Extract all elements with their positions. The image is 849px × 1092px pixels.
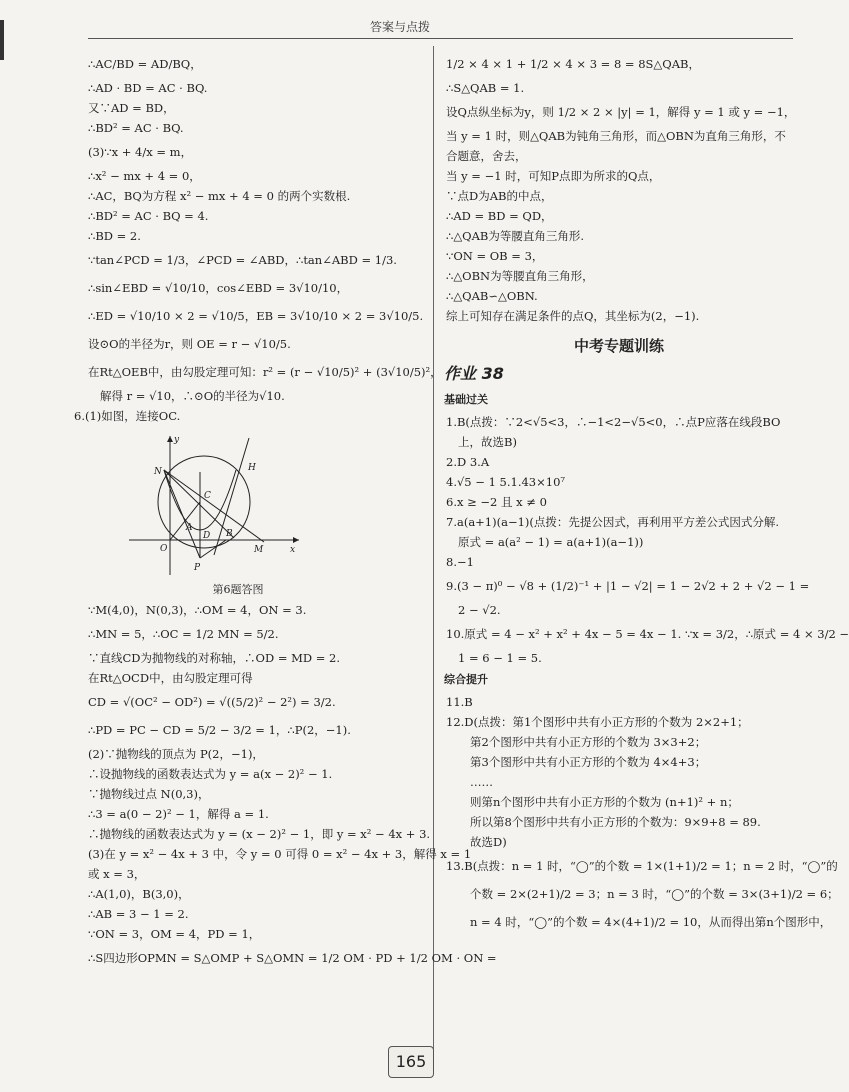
answer-line: ∴AB = 3 − 1 = 2. [88,907,189,921]
circle-parabola-diagram [124,430,304,580]
answer-line: ∴设抛物线的函数表达式为 y = a(x − 2)² − 1. [88,767,333,781]
answer-line: ∴BD² = AC · BQ. [88,121,184,135]
answer-line: (3)∵x + 4/x = m， [88,145,193,159]
answer-line: ∵M(4,0)，N(0,3)，∴OM = 4，ON = 3. [88,603,307,617]
answer-line: 10.原式 = 4 − x² + x² + 4x − 5 = 4x − 1. ∵x = 3/2，∴原式 = 4 × 3/2 − [446,627,849,641]
answer-line: ∵抛物线过点 N(0,3)， [88,787,210,801]
figure-label-a: A [186,523,193,533]
answer-line: 1 = 6 − 1 = 5. [458,651,542,665]
answer-line: 6.(1)如图，连接OC. [74,409,181,423]
answer-line: 11.B [446,695,473,709]
answer-line: 合题意，舍去， [446,149,527,163]
answer-line: 综上可知存在满足条件的点Q，其坐标为(2，−1). [446,309,700,323]
answer-line: 设Q点纵坐标为y，则 1/2 × 2 × |y| = 1，解得 y = 1 或 y = −1， [446,105,796,119]
answer-line: 1/2 × 4 × 1 + 1/2 × 4 × 3 = 8 = 8S△QAB， [446,57,700,71]
answer-line: ∵点D为AB的中点， [446,189,553,203]
answer-line: …… [470,775,493,789]
figure-label-h: H [248,463,256,473]
subsection-advanced: 综合提升 [444,673,488,686]
answer-line: 13.B(点拨：n = 1 时，“◯”的个数 = 1×(1+1)/2 = 1；n = 2 时，“◯”的 [446,859,838,873]
answer-line: 6.x ≥ −2 且 x ≠ 0 [446,495,547,509]
answer-line: 所以第8个图形中共有小正方形的个数为：9×9+8 = 89. [470,815,761,829]
answer-line: CD = √(OC² − OD²) = √((5/2)² − 2²) = 3/2. [88,695,336,709]
figure-label-n: N [154,467,162,477]
answer-line: 当 y = −1 时，可知P点即为所求的Q点， [446,169,661,183]
answer-line: 原式 = a(a² − 1) = a(a+1)(a−1)) [458,535,644,549]
subsection-basic: 基础过关 [444,393,488,406]
answer-line: ∵ON = 3，OM = 4，PD = 1， [88,927,261,941]
section-title: 中考专题训练 [573,337,664,355]
answer-line: 9.(3 − π)⁰ − √8 + (1/2)⁻¹ + |1 − √2| = 1 − 2√2 + 2 + √2 − 1 = [446,579,810,593]
answer-line: 4.√5 − 1 5.1.43×10⁷ [446,475,565,489]
answer-line: ∴PD = PC − CD = 5/2 − 3/2 = 1，∴P(2，−1). [88,723,351,737]
answer-line: 个数 = 2×(2+1)/2 = 3；n = 3 时，“◯”的个数 = 3×(3+1)/2 = 6； [470,887,839,901]
answer-line: ∴AC，BQ为方程 x² − mx + 4 = 0 的两个实数根. [88,189,351,203]
page-number: 165 [388,1046,434,1078]
answer-line: 在Rt△OEB中，由勾股定理可知：r² = (r − √10/5)² + (3√10/5)²， [88,365,442,379]
figure-label-c: C [204,491,211,501]
answer-line: 上，故选B) [458,435,517,449]
figure-label-b: B [226,529,233,539]
answer-line: 第3个图形中共有小正方形的个数为 4×4+3； [470,755,707,769]
answer-line: 8.−1 [446,555,474,569]
answer-line: ∴ED = √10/10 × 2 = √10/5，EB = 3√10/10 × 2 = 3√10/5. [88,309,424,323]
page-header-title: 答案与点拨 [369,20,430,34]
answer-line: 7.a(a+1)(a−1)(点拨：先提公因式，再利用平方差公式因式分解. [446,515,780,529]
answer-line: 设⊙O的半径为r，则 OE = r − √10/5. [88,337,291,351]
answer-line: ∴AD · BD = AC · BQ. [88,81,208,95]
answer-line: 2.D 3.A [446,455,490,469]
answer-line: ∴3 = a(0 − 2)² − 1，解得 a = 1. [88,807,269,821]
figure-label-y: y [174,435,180,445]
answer-line: 当 y = 1 时，则△QAB为钝角三角形，而△OBN为直角三角形，不 [446,129,786,143]
answer-line: 解得 r = √10，∴⊙O的半径为√10. [100,389,285,403]
answer-line: ∴BD = 2. [88,229,141,243]
answer-line: ∴S△QAB = 1. [446,81,525,95]
answer-line: ∴sin∠EBD = √10/10，cos∠EBD = 3√10/10， [88,281,349,295]
homework-title: 作业 38 [444,364,504,383]
problem-6-figure [124,430,304,580]
answer-line: ∴△QAB为等腰直角三角形. [446,229,584,243]
header-rule [88,38,793,39]
answer-line: ∴△OBN为等腰直角三角形， [446,269,594,283]
figure-label-o: O [160,544,168,554]
answer-line: ∴AD = BD = QD， [446,209,553,223]
answer-line: ∴A(1,0)，B(3,0)， [88,887,190,901]
answer-line: ∴MN = 5，∴OC = 1/2 MN = 5/2. [88,627,279,641]
answer-line: ∴AC/BD = AD/BQ， [88,57,202,71]
figure-label-x: x [290,545,296,555]
answer-line: ∴BD² = AC · BQ = 4. [88,209,209,223]
answer-line: ∵tan∠PCD = 1/3，∠PCD = ∠ABD，∴tan∠ABD = 1/3. [88,253,397,267]
figure-caption: 第6题答图 [212,583,264,596]
answer-line: 在Rt△OCD中，由勾股定理可得 [88,671,253,685]
answer-line: ∴S四边形OPMN = S△OMP + S△OMN = 1/2 OM · PD + 1/2 OM · ON = [88,951,497,965]
answer-line: 1.B(点拨：∵2<√5<3，∴−1<2−√5<0，∴点P应落在线段BO [446,415,781,429]
answer-line: 或 x = 3， [88,867,146,881]
right-column [444,50,849,936]
answer-line: (2)∵抛物线的顶点为 P(2，−1)， [88,747,264,761]
figure-label-p: P [194,563,201,573]
answer-line: ∴x² − mx + 4 = 0， [88,169,201,183]
figure-label-d: D [203,531,211,541]
answer-line: 则第n个图形中共有小正方形的个数为 (n+1)² + n； [470,795,739,809]
answer-line: ∵直线CD为抛物线的对称轴，∴OD = MD = 2. [88,651,341,665]
column-divider [433,46,434,1056]
answer-line: 第2个图形中共有小正方形的个数为 3×3+2； [470,735,707,749]
answer-line: ∴抛物线的函数表达式为 y = (x − 2)² − 1，即 y = x² − 4x + 3. [88,827,431,841]
answer-line: 故选D) [470,835,507,849]
answer-line: 12.D(点拨：第1个图形中共有小正方形的个数为 2×2+1； [446,715,749,729]
answer-line: (3)在 y = x² − 4x + 3 中，令 y = 0 可得 0 = x² − 4x + 3，解得 x = 1 [88,847,472,861]
figure-label-m: M [254,545,264,555]
answer-line: ∵ON = OB = 3， [446,249,544,263]
answer-line: 2 − √2. [458,603,501,617]
answer-line: ∴△QAB∽△OBN. [446,289,538,303]
answer-line: 又∵AD = BD， [88,101,175,115]
answer-line: n = 4 时，“◯”的个数 = 4×(4+1)/2 = 10，从而得出第n个图形中， [470,915,832,929]
